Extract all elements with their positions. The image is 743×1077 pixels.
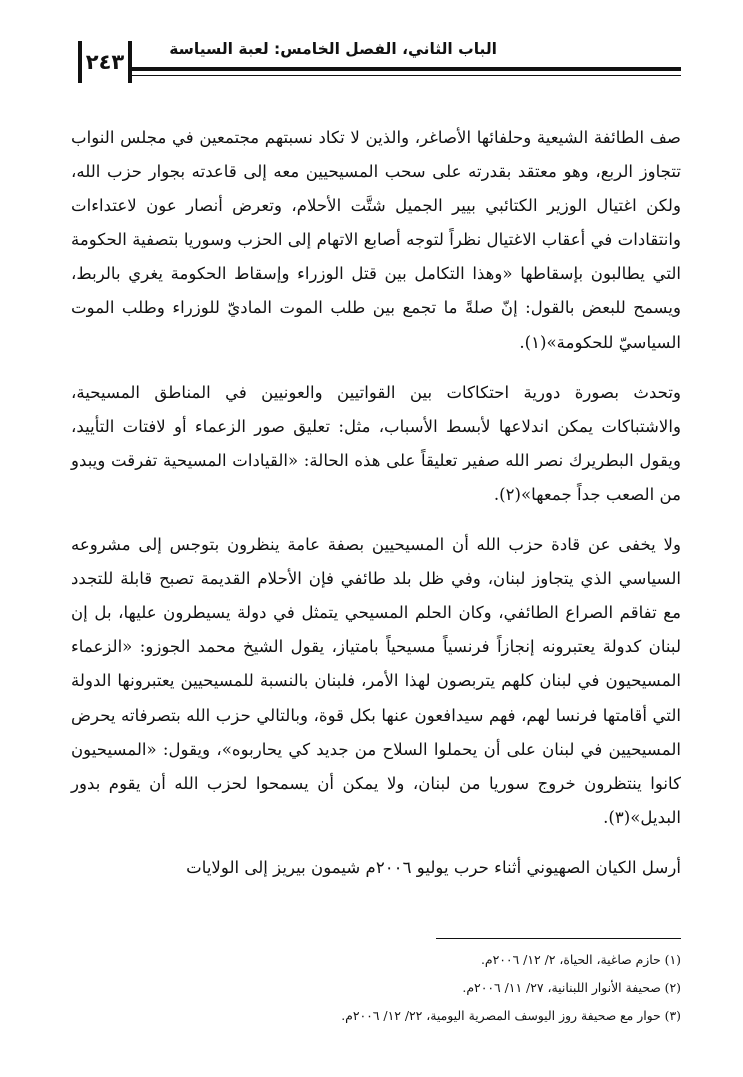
header-rule — [130, 67, 681, 71]
header-rule-thin — [130, 75, 681, 76]
paragraph: وتحدث بصورة دورية احتكاكات بين القواتيين والعونيين في المناطق المسيحية، والاشتباكات يمكن اندلاعها لأبسط الأسباب، مثل: تعليق صور الزعماء أو لافتات التأييد، ويقول البطريرك نصر الله صفير تعليقاً على هذه الحالة: «القيادات المسيحية تفرقت ويبدو من الصعب جداً جمعها»(٢). — [71, 382, 681, 504]
paragraph: أرسل الكيان الصهيوني أثناء حرب يوليو ٢٠٠٦م شيمون بيريز إلى الولايات — [186, 857, 681, 877]
page-number: ٢٤٣ — [78, 41, 132, 83]
footnote-separator — [436, 938, 681, 939]
paragraph: صف الطائفة الشيعية وحلفائها الأصاغر، والذين لا تكاد نسبتهم مجتمعين في مجلس النواب تتجاوز الربع، وهو معتقد بقدرته على سحب المسيحيين معه إلى قاعدته بجوار حزب الله، ولكن اغتيال الوزير الكتائبي بيير الجميل شتَّت الأحلام، وتعرض أنصار عون لاعتداءات وانتقادات في أعقاب الاغتيال نظراً لتوجه أصابع الاتهام إلى الحزب وسوريا بتصفية الحكومة التي يطالبون بإسقاطها «وهذا التكامل بين قتل الوزراء وإسقاط الحكومة يغري بالربط، ويسمح للبعض بالقول: إنّ صلةً ما تجمع بين طلب الموت الماديّ للوزراء وطلب الموت السياسيّ للحكومة»(١). — [71, 128, 681, 352]
footnote: (٣) حوار مع صحيفة روز اليوسف المصرية اليومية، ٢٢/ ١٢/ ٢٠٠٦م. — [341, 1008, 681, 1023]
footnote: (٢) صحيفة الأنوار اللبنانية، ٢٧/ ١١/ ٢٠٠٦م. — [462, 980, 681, 995]
running-header: الباب الثاني، الفصل الخامس: لعبة السياسة — [169, 40, 497, 58]
footnotes — [71, 946, 681, 1030]
paragraph: ولا يخفى عن قادة حزب الله أن المسيحيين بصفة عامة ينظرون بتوجس إلى مشروعه السياسي الذي يتجاوز لبنان، وفي ظل بلد طائفي فإن الأحلام القديمة تصبح قابلة للتجدد مع تفاقم الصراع الطائفي، وكان الحلم المسيحي يتمثل في دولة يسيطرون عليها، بل إن لبنان كدولة يعتبرونه إنجازاً فرنسياً مسيحياً بامتياز، يقول الشيخ محمد الجوزو: «الزعماء المسيحيون في لبنان كلهم يتربصون لهذا الأمر، فلبنان بالنسبة للمسيحيين يعتبرونها الدولة التي أقامتها فرنسا لهم، فهم سيدافعون عنها بكل قوة، وبالتالي حزب الله بتصرفاته يحرض المسيحيين في لبنان على أن يحملوا السلاح من جديد كي يحاربوه»، ويقول: «المسيحيون كانوا ينتظرون خروج سوريا من لبنان، ولا يمكن أن يسمحوا لحزب الله أن يقوم بدور البديل»(٣). — [71, 535, 681, 827]
footnote: (١) حازم صاغية، الحياة، ٢/ ١٢/ ٢٠٠٦م. — [480, 952, 681, 967]
body-text — [71, 121, 681, 885]
